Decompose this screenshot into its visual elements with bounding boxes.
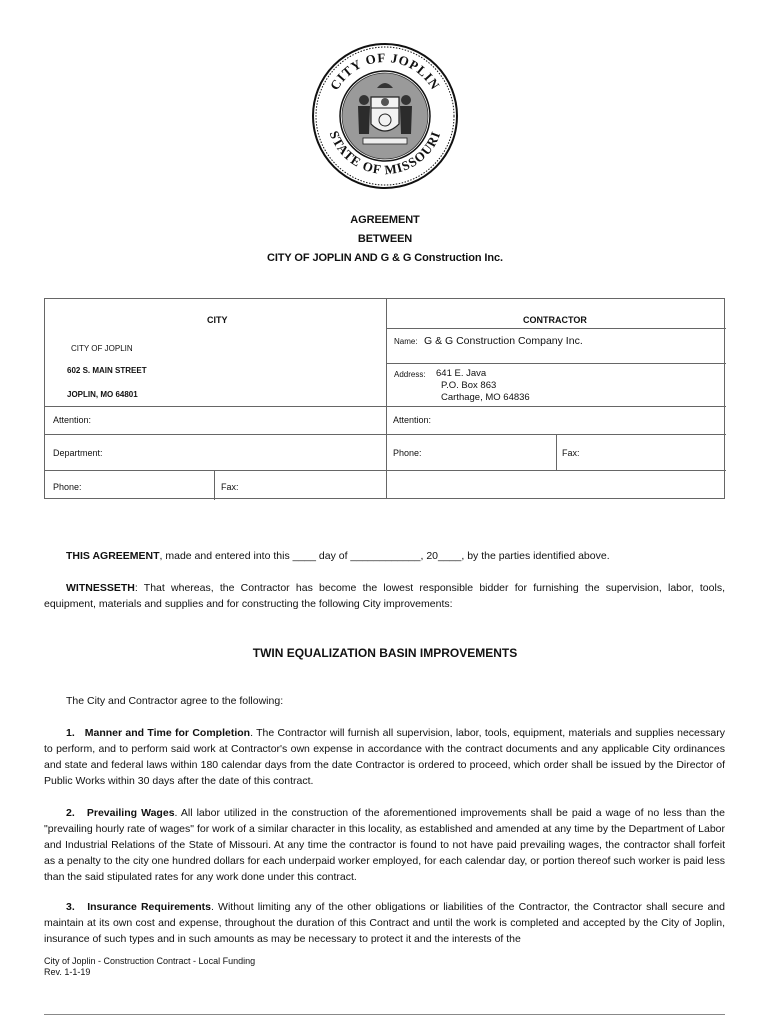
contractor-address-line2: P.O. Box 863 bbox=[441, 380, 497, 391]
city-column-heading: CITY bbox=[207, 315, 228, 325]
section-2 bbox=[44, 805, 725, 885]
contractor-name: G & G Construction Company Inc. bbox=[424, 335, 583, 347]
section-2-text: . All labor utilized in the construction of the aforementioned improvements shall be paid a wage of no less than the "prevailing hourly rate of wages" for work of a similar character in this locality, as established and amended at any time by the Department of Labor and Industrial Relations of the State of Missouri. At any time the contractor is found to not have paid prevailing wages, the contractor shall forfeit as a penalty to the city one hundred dollars for each underpaid worker employed, for each calendar day, or portion thereof such worker is paid less than the said stipulated rates for any work done under this contract. bbox=[44, 807, 725, 883]
city-phone-label: Phone: bbox=[53, 482, 82, 492]
contractor-address-line1: 641 E. Java bbox=[436, 368, 487, 379]
agreement-paragraph bbox=[44, 548, 725, 564]
intro-paragraph: The City and Contractor agree to the following: bbox=[66, 695, 284, 707]
section-1-title: Manner and Time for Completion bbox=[84, 727, 251, 739]
seal-bottom-text: STATE OF MISSOURI bbox=[326, 128, 444, 178]
between-heading: BETWEEN bbox=[357, 233, 413, 245]
contractor-address-label: Address: bbox=[394, 370, 426, 379]
contractor-address-line3: Carthage, MO 64836 bbox=[441, 392, 530, 403]
contractor-name-label: Name: bbox=[394, 337, 418, 346]
footer-rule bbox=[44, 1014, 725, 1015]
section-1-number: 1. bbox=[66, 727, 75, 739]
witnesseth-paragraph bbox=[44, 580, 725, 612]
section-2-number: 2. bbox=[66, 807, 75, 819]
section-1 bbox=[44, 725, 725, 789]
section-3 bbox=[44, 899, 725, 947]
seal-top-text: CITY OF JOPLIN bbox=[326, 49, 444, 93]
contractor-fax-label: Fax: bbox=[562, 448, 580, 458]
section-3-title: Insurance Requirements bbox=[87, 901, 211, 913]
section-3-number: 3. bbox=[66, 901, 75, 913]
footer-line-1: City of Joplin - Construction Contract - Local Funding bbox=[44, 956, 256, 966]
city-seal bbox=[311, 42, 459, 190]
page-footer bbox=[44, 956, 255, 978]
city-fax-label: Fax: bbox=[221, 482, 239, 492]
contractor-attention-label: Attention: bbox=[393, 415, 432, 425]
section-2-title: Prevailing Wages bbox=[86, 807, 175, 819]
city-department-label: Department: bbox=[53, 448, 103, 458]
agreement-heading: AGREEMENT bbox=[350, 214, 420, 226]
witnesseth-lead: WITNESSETH bbox=[66, 582, 135, 594]
footer-line-2: Rev. 1-1-19 bbox=[44, 967, 91, 977]
section-3-text: . Without limiting any of the other obligations or liabilities of the Contractor, the Contractor shall secure and maintain at its own cost and expense, throughout the duration of this Contract and until the work is completed and accepted by the City of Joplin, insurance of such types and in such amounts as may be necessary to protect it and the interests of the bbox=[44, 901, 725, 945]
section-1-text: . The Contractor will furnish all supervision, labor, tools, equipment, materials and supplies necessary to perform, and to perform said work at Contractor's own expense in accordance with the contract documents and any applicable City ordinances and state and federal laws within 180 calendar days from the date Contractor is ordered to proceed, which order shall be issued by the Director of Public Works within 30 days after the date of this contract. bbox=[44, 727, 725, 787]
city-attention-label: Attention: bbox=[53, 415, 92, 425]
agreement-lead: THIS AGREEMENT bbox=[66, 550, 160, 562]
parties-heading: CITY OF JOPLIN AND G & G Construction Inc. bbox=[267, 252, 503, 264]
contractor-column-heading: CONTRACTOR bbox=[523, 315, 587, 325]
project-title: TWIN EQUALIZATION BASIN IMPROVEMENTS bbox=[252, 646, 518, 660]
city-citystate: JOPLIN, MO 64801 bbox=[67, 390, 138, 399]
parties-table bbox=[44, 298, 725, 499]
witnesseth-text: : That whereas, the Contractor has become the lowest responsible bidder for furnishing the supervision, labor, tools, equipment, materials and supplies and for constructing the following City improvements: bbox=[44, 582, 725, 610]
city-name: CITY OF JOPLIN bbox=[71, 344, 133, 353]
contractor-phone-label: Phone: bbox=[393, 448, 422, 458]
agreement-text: , made and entered into this ____ day of ____________, 20____, by the parties identified above. bbox=[159, 550, 610, 562]
city-street: 602 S. MAIN STREET bbox=[67, 366, 147, 375]
